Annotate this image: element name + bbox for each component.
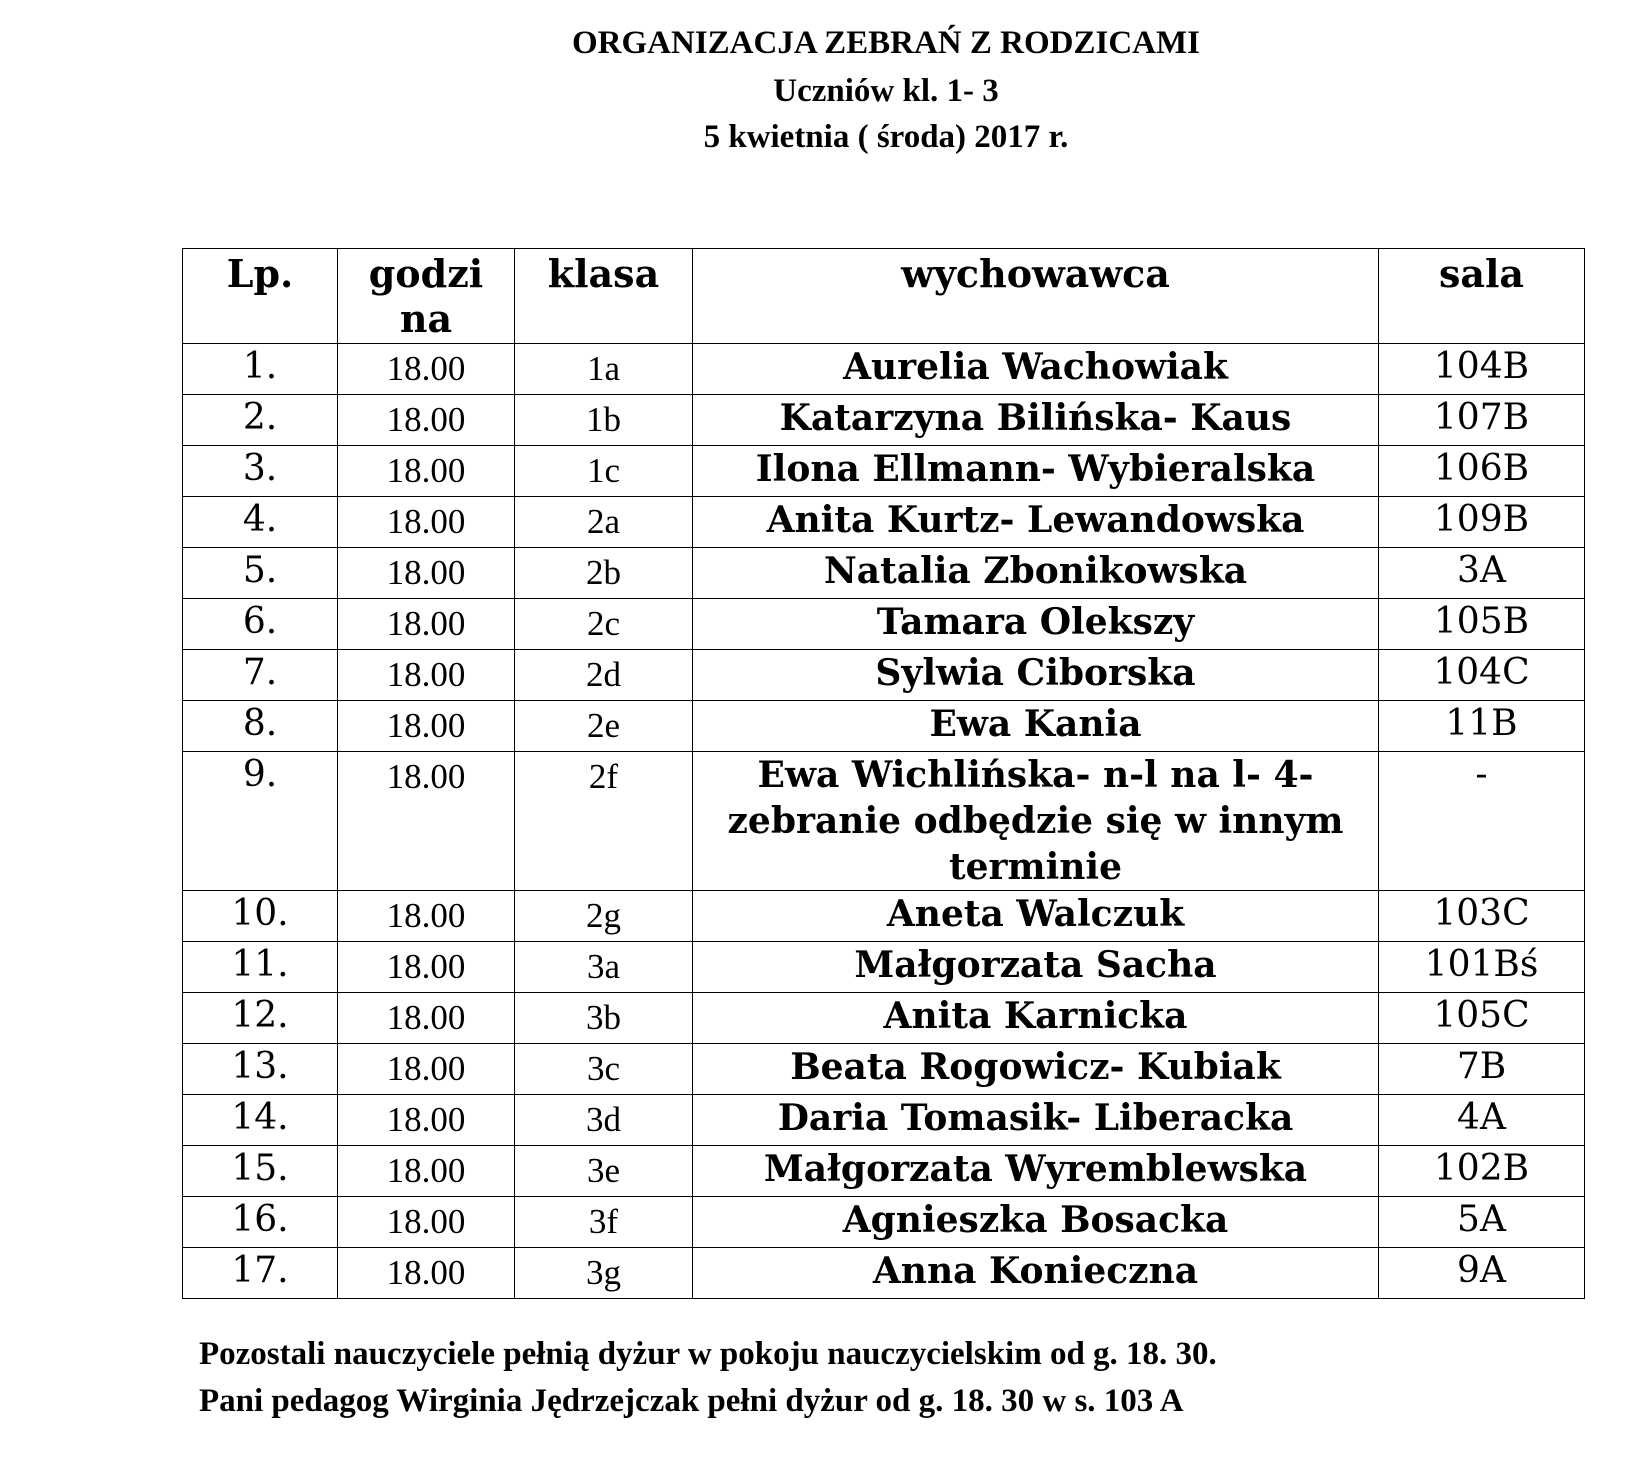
cell-teacher: Aneta Walczuk	[693, 891, 1379, 942]
cell-lp: 6.	[183, 599, 338, 650]
cell-room: 5A	[1379, 1197, 1585, 1248]
cell-room: 105C	[1379, 993, 1585, 1044]
table-row	[183, 599, 1585, 650]
table-row	[183, 650, 1585, 701]
cell-hour: 18.00	[338, 752, 515, 891]
cell-room: 102B	[1379, 1146, 1585, 1197]
page-subtitle: Uczniów kl. 1- 3	[773, 73, 999, 109]
table-row	[183, 395, 1585, 446]
cell-teacher: Ilona Ellmann- Wybieralska	[693, 446, 1379, 497]
table-row	[183, 993, 1585, 1044]
cell-hour: 18.00	[338, 344, 515, 395]
table-row	[183, 548, 1585, 599]
table-row	[183, 1248, 1585, 1299]
column-header-class: klasa	[515, 249, 693, 344]
cell-hour: 18.00	[338, 1197, 515, 1248]
cell-room: 104B	[1379, 344, 1585, 395]
cell-room: 3A	[1379, 548, 1585, 599]
cell-class: 3c	[515, 1044, 693, 1095]
cell-hour: 18.00	[338, 446, 515, 497]
cell-teacher: Sylwia Ciborska	[693, 650, 1379, 701]
table-row	[183, 942, 1585, 993]
cell-lp: 7.	[183, 650, 338, 701]
cell-class: 1c	[515, 446, 693, 497]
cell-class: 3b	[515, 993, 693, 1044]
column-header-lp: Lp.	[183, 249, 338, 344]
cell-class: 3a	[515, 942, 693, 993]
cell-teacher: Anita Kurtz- Lewandowska	[693, 497, 1379, 548]
cell-lp: 8.	[183, 701, 338, 752]
column-header-hour: godzi na	[338, 249, 515, 344]
cell-room: 105B	[1379, 599, 1585, 650]
cell-teacher: Tamara Olekszy	[693, 599, 1379, 650]
cell-class: 1a	[515, 344, 693, 395]
table-row	[183, 446, 1585, 497]
table-row	[183, 752, 1585, 891]
cell-hour: 18.00	[338, 548, 515, 599]
cell-teacher: Daria Tomasik- Liberacka	[693, 1095, 1379, 1146]
cell-class: 3g	[515, 1248, 693, 1299]
cell-room: -	[1379, 752, 1585, 891]
cell-room: 104C	[1379, 650, 1585, 701]
cell-lp: 15.	[183, 1146, 338, 1197]
cell-room: 101Bś	[1379, 942, 1585, 993]
cell-class: 2f	[515, 752, 693, 891]
cell-hour: 18.00	[338, 942, 515, 993]
cell-class: 3d	[515, 1095, 693, 1146]
cell-teacher: Beata Rogowicz- Kubiak	[693, 1044, 1379, 1095]
cell-room: 9A	[1379, 1248, 1585, 1299]
cell-hour: 18.00	[338, 1095, 515, 1146]
cell-teacher: Ewa Kania	[693, 701, 1379, 752]
cell-room: 106B	[1379, 446, 1585, 497]
cell-hour: 18.00	[338, 650, 515, 701]
cell-teacher: Ewa Wichlińska- n-l na l- 4- zebranie odbędzie się w innym terminie	[693, 752, 1379, 891]
cell-lp: 3.	[183, 446, 338, 497]
table-row	[183, 497, 1585, 548]
cell-teacher: Natalia Zbonikowska	[693, 548, 1379, 599]
table-row	[183, 891, 1585, 942]
cell-hour: 18.00	[338, 1044, 515, 1095]
page-title: ORGANIZACJA ZEBRAŃ Z RODZICAMI	[572, 25, 1200, 61]
table-header-row	[183, 249, 1585, 344]
cell-hour: 18.00	[338, 1146, 515, 1197]
cell-class: 2b	[515, 548, 693, 599]
cell-room: 103C	[1379, 891, 1585, 942]
cell-teacher: Katarzyna Bilińska- Kaus	[693, 395, 1379, 446]
cell-lp: 17.	[183, 1248, 338, 1299]
meetings-table	[182, 248, 1585, 1299]
cell-lp: 9.	[183, 752, 338, 891]
table-row	[183, 701, 1585, 752]
cell-hour: 18.00	[338, 395, 515, 446]
cell-class: 2c	[515, 599, 693, 650]
cell-hour: 18.00	[338, 1248, 515, 1299]
cell-lp: 11.	[183, 942, 338, 993]
table-row	[183, 344, 1585, 395]
cell-lp: 12.	[183, 993, 338, 1044]
cell-teacher: Anita Karnicka	[693, 993, 1379, 1044]
cell-class: 1b	[515, 395, 693, 446]
cell-hour: 18.00	[338, 701, 515, 752]
cell-class: 3e	[515, 1146, 693, 1197]
column-header-teacher: wychowawca	[693, 249, 1379, 344]
table-row	[183, 1197, 1585, 1248]
cell-class: 3f	[515, 1197, 693, 1248]
cell-teacher: Aurelia Wachowiak	[693, 344, 1379, 395]
cell-teacher: Agnieszka Bosacka	[693, 1197, 1379, 1248]
table-row	[183, 1095, 1585, 1146]
cell-lp: 5.	[183, 548, 338, 599]
page-date: 5 kwietnia ( środa) 2017 r.	[703, 119, 1069, 155]
cell-hour: 18.00	[338, 497, 515, 548]
table-row	[183, 1044, 1585, 1095]
cell-lp: 14.	[183, 1095, 338, 1146]
cell-hour: 18.00	[338, 891, 515, 942]
footer-note-2: Pani pedagog Wirginia Jędrzejczak pełni dyżur od g. 18. 30 w s. 103 A	[199, 1383, 1184, 1419]
cell-lp: 4.	[183, 497, 338, 548]
cell-lp: 16.	[183, 1197, 338, 1248]
cell-teacher: Małgorzata Wyremblewska	[693, 1146, 1379, 1197]
cell-room: 109B	[1379, 497, 1585, 548]
footer-note-1: Pozostali nauczyciele pełnią dyżur w pokoju nauczycielskim od g. 18. 30.	[199, 1336, 1217, 1372]
cell-class: 2g	[515, 891, 693, 942]
cell-lp: 10.	[183, 891, 338, 942]
cell-class: 2e	[515, 701, 693, 752]
cell-room: 7B	[1379, 1044, 1585, 1095]
table-row	[183, 1146, 1585, 1197]
cell-hour: 18.00	[338, 993, 515, 1044]
cell-room: 4A	[1379, 1095, 1585, 1146]
cell-lp: 2.	[183, 395, 338, 446]
cell-class: 2a	[515, 497, 693, 548]
cell-lp: 1.	[183, 344, 338, 395]
cell-lp: 13.	[183, 1044, 338, 1095]
cell-hour: 18.00	[338, 599, 515, 650]
cell-teacher: Małgorzata Sacha	[693, 942, 1379, 993]
column-header-room: sala	[1379, 249, 1585, 344]
cell-teacher: Anna Konieczna	[693, 1248, 1379, 1299]
cell-class: 2d	[515, 650, 693, 701]
cell-room: 107B	[1379, 395, 1585, 446]
cell-room: 11B	[1379, 701, 1585, 752]
